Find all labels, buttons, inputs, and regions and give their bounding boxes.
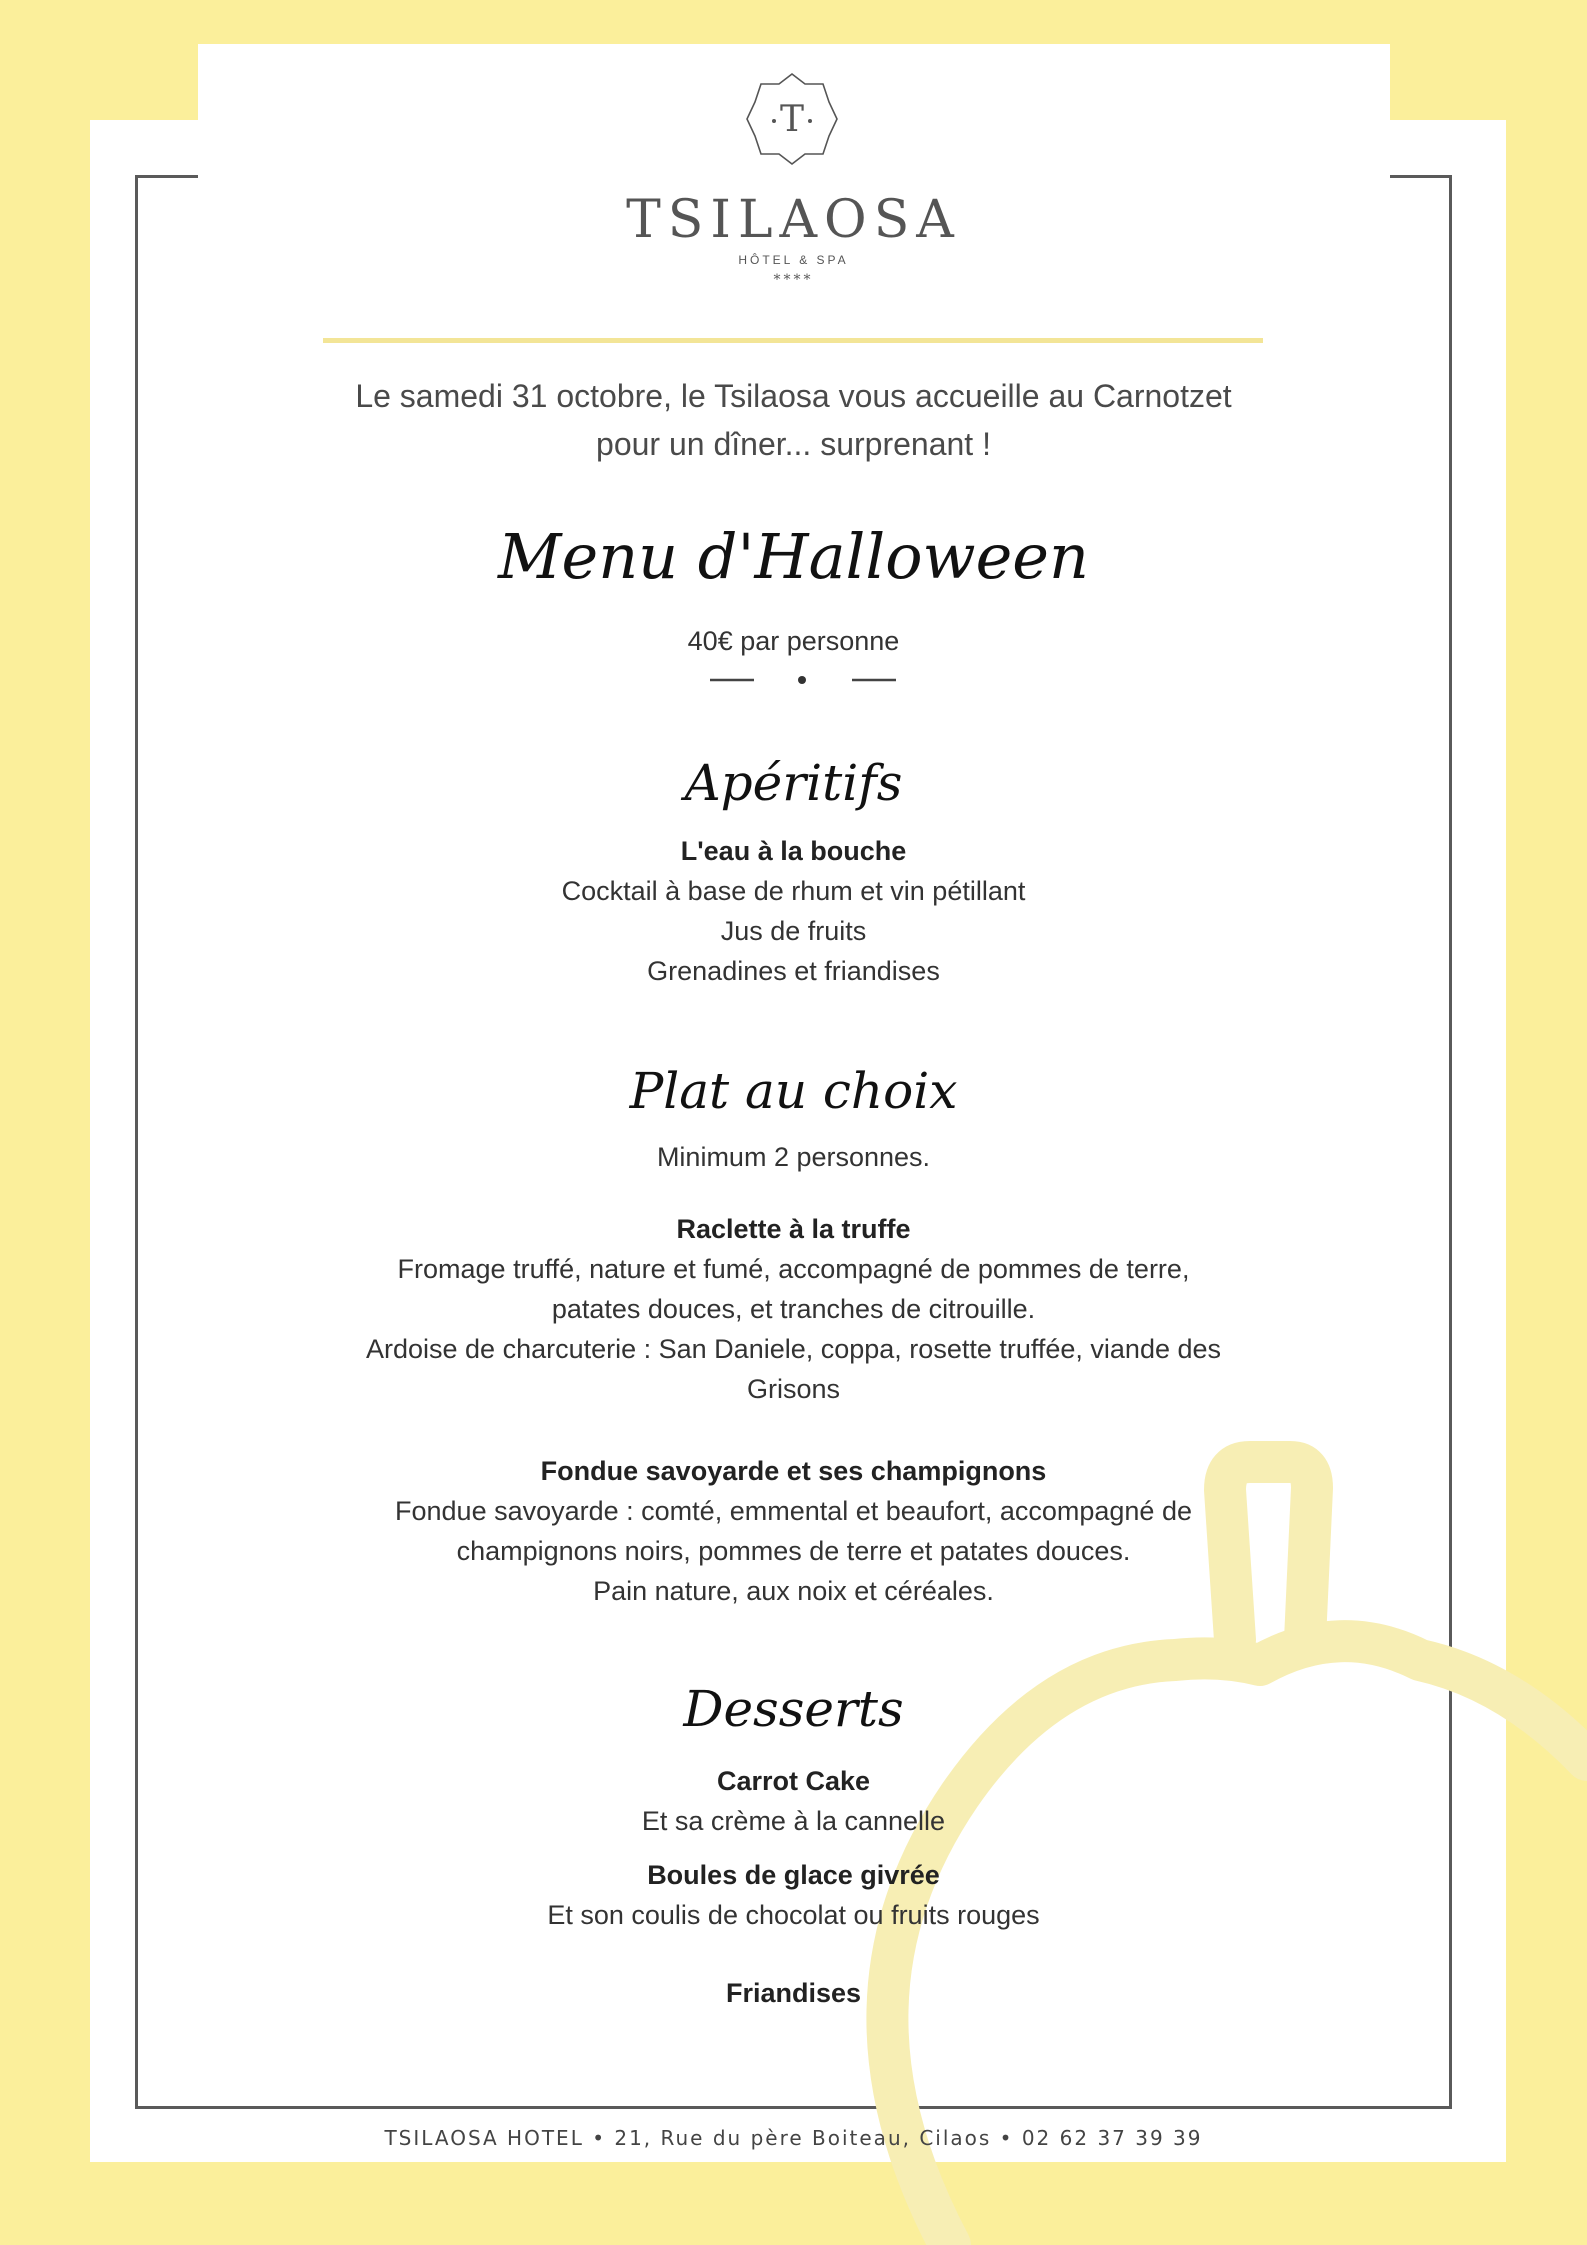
intro-line-2: pour un dîner... surprenant ! xyxy=(596,426,991,462)
dessert-1-name: Carrot Cake xyxy=(716,1766,871,1796)
header-divider xyxy=(323,338,1263,343)
aperitif-line: Grenadines et friandises xyxy=(647,956,940,986)
plat-item-1-line: Fromage truffé, nature et fumé, accompagné de pommes de terre, xyxy=(397,1254,1190,1284)
intro-line-1: Le samedi 31 octobre, le Tsilaosa vous accueille au Carnotzet xyxy=(355,378,1232,414)
ornament-divider xyxy=(700,668,900,698)
section-title-desserts: Desserts xyxy=(683,1680,904,1738)
brand-subtitle: HÔTEL & SPA xyxy=(738,253,849,267)
tsilaosa-logo-icon xyxy=(743,70,841,168)
dessert-3-name: Friandises xyxy=(725,1978,862,2008)
aperitif-line: Jus de fruits xyxy=(720,916,867,946)
plat-item-1-name: Raclette à la truffe xyxy=(676,1214,911,1244)
plat-item-2-line: Pain nature, aux noix et céréales. xyxy=(593,1576,994,1606)
section-title-plat: Plat au choix xyxy=(629,1062,958,1120)
aperitif-line: Cocktail à base de rhum et vin pétillant xyxy=(561,876,1026,906)
brand-stars: **** xyxy=(773,272,814,288)
plat-item-1-line: Grisons xyxy=(746,1374,841,1404)
plat-note: Minimum 2 personnes. xyxy=(656,1142,931,1172)
dessert-1-desc: Et sa crème à la cannelle xyxy=(641,1806,946,1836)
plat-item-2-name: Fondue savoyarde et ses champignons xyxy=(540,1456,1047,1486)
menu-price: 40€ par personne xyxy=(687,626,900,656)
logo-letter: T xyxy=(779,99,805,140)
plat-item-2-line: Fondue savoyarde : comté, emmental et beaufort, accompagné de xyxy=(395,1496,1192,1526)
dessert-2-desc: Et son coulis de chocolat ou fruits rouges xyxy=(547,1900,1040,1930)
plat-item-2-line: champignons noirs, pommes de terre et patates douces. xyxy=(456,1536,1131,1566)
section-title-aperitifs: Apéritifs xyxy=(684,754,903,812)
brand-name: TSILAOSA xyxy=(626,190,961,250)
footer-address: TSILAOSA HOTEL • 21, Rue du père Boiteau, Cilaos • 02 62 37 39 39 xyxy=(384,2126,1203,2150)
dessert-2-name: Boules de glace givrée xyxy=(647,1860,940,1890)
aperitif-name: L'eau à la bouche xyxy=(680,836,907,866)
plat-item-1-line: Ardoise de charcuterie : San Daniele, coppa, rosette truffée, viande des xyxy=(365,1334,1222,1364)
plat-item-1-line: patates douces, et tranches de citrouille. xyxy=(551,1294,1036,1324)
menu-title: Menu d'Halloween xyxy=(498,520,1089,593)
